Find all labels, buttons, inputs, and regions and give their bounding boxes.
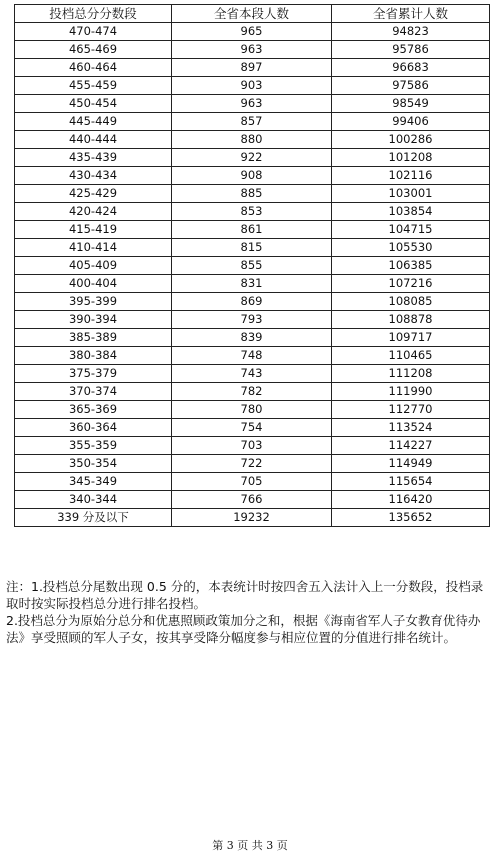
cell-cumulative-count: 111208 [332,365,490,383]
table-header-row [15,5,490,23]
cell-cumulative-count: 100286 [332,131,490,149]
cell-segment-count: 861 [172,221,332,239]
cell-segment-count: 869 [172,293,332,311]
cell-segment-count: 963 [172,95,332,113]
cell-segment-count: 903 [172,77,332,95]
cell-segment-count: 839 [172,329,332,347]
cell-segment-count: 703 [172,437,332,455]
cell-cumulative-count: 109717 [332,329,490,347]
cell-score-range: 339 分及以下 [15,509,172,527]
cell-score-range: 405-409 [15,257,172,275]
cell-score-range: 460-464 [15,59,172,77]
cell-score-range: 385-389 [15,329,172,347]
table-row [15,59,490,77]
cell-segment-count: 897 [172,59,332,77]
cell-cumulative-count: 103001 [332,185,490,203]
cell-cumulative-count: 116420 [332,491,490,509]
table-row [15,383,490,401]
table-row [15,437,490,455]
cell-cumulative-count: 112770 [332,401,490,419]
table-row [15,491,490,509]
table-row [15,149,490,167]
table-row [15,239,490,257]
cell-cumulative-count: 97586 [332,77,490,95]
cell-cumulative-count: 96683 [332,59,490,77]
note-2: 2.投档总分为原始分总分和优惠照顾政策加分之和，根据《海南省军人子女教育优待办法》享受照顾的军人子女，按其享受降分幅度参与相应位置的分值进行排名统计。 [6,613,481,645]
cell-segment-count: 922 [172,149,332,167]
cell-segment-count: 908 [172,167,332,185]
cell-segment-count: 885 [172,185,332,203]
table-body [15,23,490,527]
cell-segment-count: 780 [172,401,332,419]
cell-score-range: 365-369 [15,401,172,419]
cell-score-range: 455-459 [15,77,172,95]
table-row [15,365,490,383]
note-1: 注：1.投档总分尾数出现 0.5 分的，本表统计时按四舍五入法计入上一分数段，投档录取时按实际投档总分进行排名投档。 [6,579,484,611]
score-distribution-table [14,4,490,527]
table-row [15,113,490,131]
cell-cumulative-count: 102116 [332,167,490,185]
cell-segment-count: 857 [172,113,332,131]
cell-score-range: 465-469 [15,41,172,59]
table-row [15,455,490,473]
cell-segment-count: 19232 [172,509,332,527]
cell-score-range: 440-444 [15,131,172,149]
cell-cumulative-count: 107216 [332,275,490,293]
cell-score-range: 370-374 [15,383,172,401]
cell-score-range: 470-474 [15,23,172,41]
table-row [15,221,490,239]
cell-score-range: 450-454 [15,95,172,113]
table-row [15,185,490,203]
cell-score-range: 435-439 [15,149,172,167]
cell-score-range: 355-359 [15,437,172,455]
table-row [15,329,490,347]
cell-cumulative-count: 108878 [332,311,490,329]
cell-cumulative-count: 115654 [332,473,490,491]
table-row [15,23,490,41]
table-row [15,131,490,149]
cell-cumulative-count: 110465 [332,347,490,365]
cell-cumulative-count: 135652 [332,509,490,527]
cell-score-range: 430-434 [15,167,172,185]
cell-segment-count: 853 [172,203,332,221]
cell-segment-count: 963 [172,41,332,59]
table-row [15,257,490,275]
header-score-range: 投档总分分数段 [15,5,172,23]
cell-score-range: 410-414 [15,239,172,257]
cell-cumulative-count: 114949 [332,455,490,473]
cell-cumulative-count: 114227 [332,437,490,455]
table-row [15,203,490,221]
cell-score-range: 340-344 [15,491,172,509]
cell-score-range: 360-364 [15,419,172,437]
cell-segment-count: 722 [172,455,332,473]
notes-section [6,578,494,646]
cell-cumulative-count: 95786 [332,41,490,59]
cell-score-range: 415-419 [15,221,172,239]
cell-score-range: 445-449 [15,113,172,131]
cell-segment-count: 743 [172,365,332,383]
cell-score-range: 375-379 [15,365,172,383]
cell-cumulative-count: 111990 [332,383,490,401]
cell-segment-count: 782 [172,383,332,401]
cell-cumulative-count: 108085 [332,293,490,311]
cell-segment-count: 748 [172,347,332,365]
table-row [15,419,490,437]
table-row [15,77,490,95]
table-row [15,41,490,59]
cell-segment-count: 880 [172,131,332,149]
cell-segment-count: 754 [172,419,332,437]
cell-cumulative-count: 103854 [332,203,490,221]
cell-cumulative-count: 106385 [332,257,490,275]
cell-segment-count: 855 [172,257,332,275]
table-row [15,275,490,293]
header-cumulative-count: 全省累计人数 [332,5,490,23]
cell-score-range: 400-404 [15,275,172,293]
table-row [15,95,490,113]
table-row [15,401,490,419]
table-row [15,473,490,491]
table-row [15,167,490,185]
cell-segment-count: 705 [172,473,332,491]
cell-cumulative-count: 113524 [332,419,490,437]
cell-score-range: 425-429 [15,185,172,203]
page-footer: 第 3 页 共 3 页 [212,839,288,852]
cell-score-range: 390-394 [15,311,172,329]
cell-cumulative-count: 105530 [332,239,490,257]
cell-segment-count: 793 [172,311,332,329]
cell-cumulative-count: 94823 [332,23,490,41]
cell-score-range: 395-399 [15,293,172,311]
cell-segment-count: 831 [172,275,332,293]
cell-segment-count: 965 [172,23,332,41]
cell-score-range: 345-349 [15,473,172,491]
cell-cumulative-count: 101208 [332,149,490,167]
table-row [15,509,490,527]
cell-score-range: 350-354 [15,455,172,473]
cell-cumulative-count: 98549 [332,95,490,113]
cell-score-range: 380-384 [15,347,172,365]
table-row [15,347,490,365]
header-segment-count: 全省本段人数 [172,5,332,23]
cell-cumulative-count: 99406 [332,113,490,131]
cell-segment-count: 766 [172,491,332,509]
table-row [15,293,490,311]
table-row [15,311,490,329]
cell-score-range: 420-424 [15,203,172,221]
cell-segment-count: 815 [172,239,332,257]
cell-cumulative-count: 104715 [332,221,490,239]
